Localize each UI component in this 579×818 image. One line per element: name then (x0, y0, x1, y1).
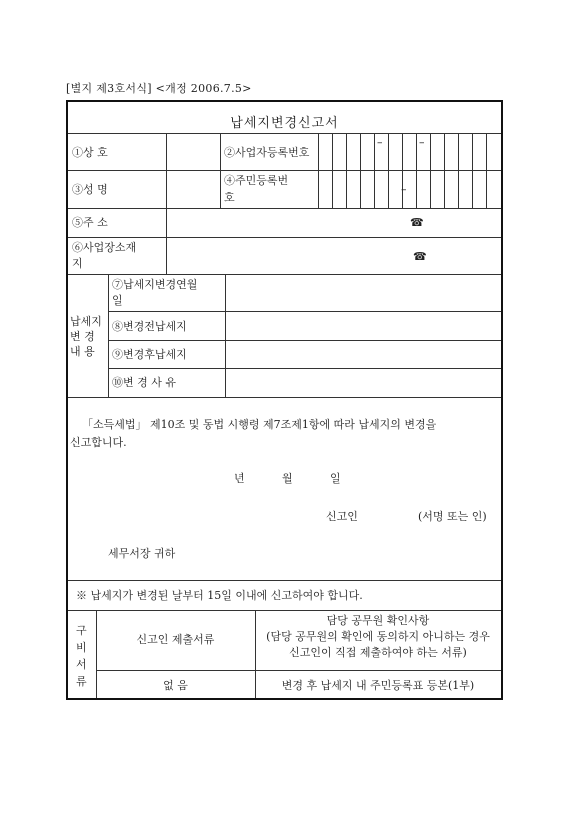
verify-docs-header-2: (담당 공무원의 확인에 동의하지 아니하는 경우 (266, 630, 490, 643)
col-divider (225, 274, 226, 397)
form-frame (66, 100, 503, 700)
col-divider (166, 133, 167, 274)
tax-section-label-1: 납세지 (70, 315, 102, 328)
before-address-label: ⑧변경전납세지 (112, 320, 187, 333)
row-divider (96, 670, 501, 671)
statement-line-1: 「소득세법」 제10조 및 동법 시행령 제7조제1항에 따라 납세지의 변경을 (82, 418, 437, 431)
statement-line-2: 신고합니다. (70, 436, 127, 449)
form-number-header: [별지 제3호서식] <개정 2006.7.5> (66, 82, 252, 95)
month-label: 월 (282, 472, 293, 485)
workplace-label-2: 지 (72, 257, 83, 270)
verify-docs-header-3: 신고인이 직접 제출하여야 하는 서류) (289, 646, 467, 659)
address-label: ⑤주 소 (72, 216, 108, 229)
row-divider (68, 580, 501, 581)
tax-section-label-2: 변 경 (70, 330, 95, 343)
deadline-notice: ※ 납세지가 변경된 날부터 15일 이내에 신고하여야 합니다. (76, 589, 363, 602)
reporter-label: 신고인 (326, 510, 358, 523)
day-label: 일 (330, 472, 341, 485)
row-divider (68, 610, 501, 611)
col-divider (220, 133, 221, 208)
title-divider (68, 133, 501, 134)
row-divider (108, 340, 501, 341)
row-divider (68, 397, 501, 398)
change-date-label-1: ⑦납세지변경연월 (112, 278, 198, 291)
verify-docs-header-1: 담당 공무원 확인사항 (326, 614, 430, 627)
business-reg-no-label: ②사업자등록번호 (224, 146, 310, 159)
submit-docs-header: 신고인 제출서류 (136, 633, 215, 646)
name-label: ③성 명 (72, 183, 108, 196)
row-divider (108, 368, 501, 369)
signature-label: (서명 또는 인) (418, 510, 487, 523)
col-divider (108, 274, 109, 397)
resident-reg-no-label-1: ④주민등록번 (224, 174, 289, 187)
dash-mark: – (377, 136, 383, 149)
docs-label-char: 구 (76, 624, 87, 637)
row-divider (68, 237, 501, 238)
row-divider (68, 274, 501, 275)
docs-label-char: 류 (76, 675, 87, 688)
row-divider (68, 208, 501, 209)
change-reason-label: ⑩변 경 사 유 (112, 376, 176, 389)
row-divider (68, 170, 501, 171)
dash-mark: – (419, 136, 425, 149)
phone-icon: ☎ (410, 216, 424, 229)
form-title: 납세지변경신고서 (230, 116, 339, 131)
change-date-label-2: 일 (112, 294, 123, 307)
dash-mark: – (401, 183, 407, 196)
tax-section-label-3: 내 용 (70, 345, 95, 358)
row-divider (108, 311, 501, 312)
docs-label-char: 서 (76, 658, 87, 671)
resident-reg-no-label-2: 호 (224, 191, 235, 204)
workplace-label-1: ⑥사업장소재 (72, 241, 137, 254)
addressee-label: 세무서장 귀하 (108, 547, 176, 560)
verify-docs-value: 변경 후 납세지 내 주민등록표 등본(1부) (281, 679, 475, 692)
docs-label-char: 비 (76, 641, 87, 654)
year-label: 년 (234, 472, 245, 485)
phone-icon: ☎ (413, 250, 427, 263)
trade-name-label: ①상 호 (72, 146, 108, 159)
after-address-label: ⑨변경후납세지 (112, 348, 187, 361)
submit-docs-value: 없 음 (163, 679, 188, 692)
